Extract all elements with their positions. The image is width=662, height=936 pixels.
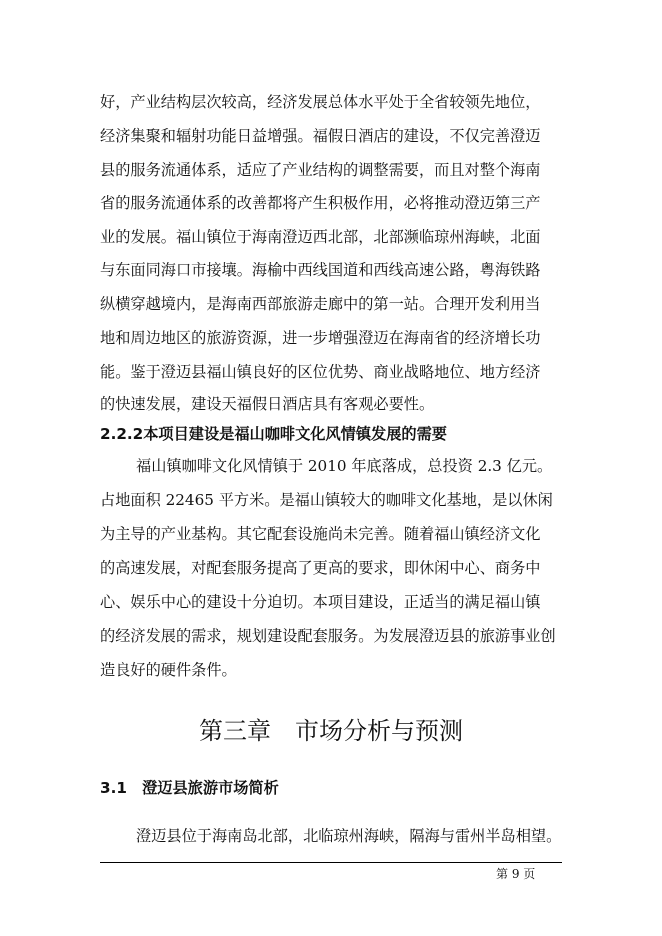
- body-line: 省的服务流通体系的改善都将产生积极作用，必将推动澄迈第三产: [100, 194, 541, 212]
- body-line: 心、娱乐中心的建设十分迫切。本项目建设，正适当的满足福山镇: [100, 593, 541, 611]
- section-heading-2-2-2: 2.2.2本项目建设是福山咖啡文化风情镇发展的需要: [100, 425, 447, 443]
- page-number: 第 9 页: [496, 867, 536, 881]
- body-line: 的高速发展，对配套服务提高了更高的要求，即休闲中心、商务中: [100, 559, 541, 577]
- footer-divider: [100, 862, 562, 863]
- body-line: 县的服务流通体系，适应了产业结构的调整需要，而且对整个海南: [100, 161, 541, 179]
- body-line: 占地面积 22465 平方米。是福山镇较大的咖啡文化基地，是以休闲: [100, 491, 553, 509]
- body-line: 纵横穿越境内，是海南西部旅游走廊中的第一站。合理开发利用当: [100, 295, 541, 313]
- body-line: 的快速发展，建设天福假日酒店具有客观必要性。: [100, 395, 435, 413]
- body-line: 福山镇咖啡文化风情镇于 2010 年底落成，总投资 2.3 亿元。: [136, 457, 553, 475]
- body-line: 能。鉴于澄迈县福山镇良好的区位优势、商业战略地位、地方经济: [100, 363, 541, 381]
- body-line: 造良好的硬件条件。: [100, 661, 237, 679]
- chapter-title: 第三章 市场分析与预测: [199, 717, 463, 745]
- body-line: 澄迈县位于海南岛北部，北临琼州海峡，隔海与雷州半岛相望。: [136, 827, 562, 845]
- body-line: 经济集聚和辐射功能日益增强。福假日酒店的建设，不仅完善澄迈: [100, 127, 541, 145]
- body-line: 好，产业结构层次较高，经济发展总体水平处于全省较领先地位，: [100, 93, 541, 111]
- body-line: 与东面同海口市接壤。海榆中西线国道和西线高速公路，粤海铁路: [100, 261, 541, 279]
- body-line: 地和周边地区的旅游资源，进一步增强澄迈在海南省的经济增长功: [100, 329, 541, 347]
- section-heading-3-1: 3.1 澄迈县旅游市场简析: [100, 779, 279, 797]
- body-line: 业的发展。福山镇位于海南澄迈西北部，北部濒临琼州海峡，北面: [100, 228, 541, 246]
- body-line: 为主导的产业基构。其它配套设施尚未完善。随着福山镇经济文化: [100, 525, 541, 543]
- body-line: 的经济发展的需求，规划建设配套服务。为发展澄迈县的旅游事业创: [100, 627, 556, 645]
